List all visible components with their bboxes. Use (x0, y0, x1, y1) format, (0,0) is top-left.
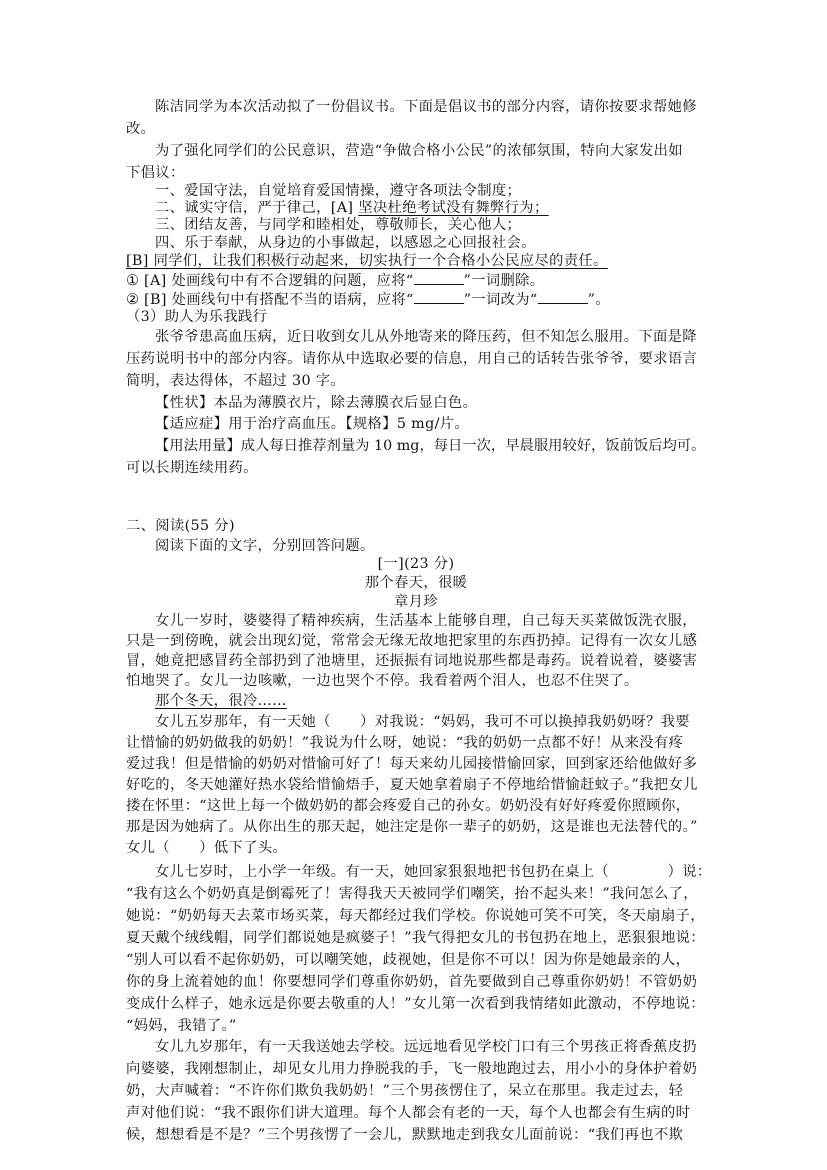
question-text: ”一词改为“ (463, 292, 538, 308)
paragraph-line: 向婆婆，我刚想制止，却见女儿用力挣脱我的手，飞一般地跑过去，用小小的身体护着奶 (126, 1061, 698, 1077)
paragraph-line: 爱过我！但是惜愉的奶奶对惜愉可好了！每天来幼儿园接惜愉回家，回到家还给他做好多 (126, 756, 698, 772)
paragraph-line: 张爷爷患高血压病，近日收到女儿从外地寄来的降压药，但不知怎么服用。下面是降 (155, 329, 697, 345)
paragraph-line: 好吃的，冬天她灌好热水袋给惜愉焐手，夏天她拿着扇子不停地给惜愉赶蚊子。”我把女儿 (126, 777, 698, 793)
proposal-item: 一、爱国守法，自觉培育爱国情操，遵守各项法令制度； (155, 183, 522, 199)
question-line (126, 270, 706, 291)
paragraph-line: 奶，大声喊着：“不许你们欺负我奶奶！”三个男孩愣住了，呆立在那里。我走过去，轻 (126, 1083, 684, 1099)
paragraph-line: 下倡议： (126, 165, 185, 181)
drug-info-line: 【性状】本品为薄膜衣片，除去薄膜衣后显白色。 (155, 395, 478, 411)
paragraph-line: 变成什么样子，她永远是你要去敬重的人！”女儿第一次看到我情绪如此激动，不停地说： (126, 996, 705, 1012)
proposal-item-text: 二、诚实守信，严于律己，[A] (155, 200, 359, 216)
paragraph-line: 陈洁同学为本次活动拟了一份倡议书。下面是倡议书的部分内容，请你按要求帮她修 (155, 99, 697, 115)
section-heading: 二、阅读(55 分) (126, 518, 235, 534)
answer-blank (538, 289, 588, 304)
paragraph-line: 阅读下面的文字，分别回答问题。 (155, 538, 375, 554)
paragraph-line: 简明，表达得体，不超过 30 字。 (126, 373, 346, 389)
paragraph-line: “我有这么个奶奶真是倒霉死了！害得我天天被同学们嘲笑，抬不起头来！”我问怎么了， (126, 886, 698, 902)
underlined-sentence-a: 坚决杜绝考试没有舞弊行为； (358, 200, 549, 216)
paragraph-line: 怕地哭了。女儿一边咳嗽，一边也哭个不停。我看着两个泪人，也忍不住哭了。 (126, 673, 639, 689)
underlined-sentence: 那个冬天，很冷…… (155, 693, 287, 709)
paragraph-line: 让惜愉的奶奶做我的奶奶！”我说为什么呀，她说：“我的奶奶一点都不好！从来没有疼 (126, 735, 684, 751)
paragraph-line: 她说：“奶奶每天去菜市场买菜，每天都经过我们学校。你说她可笑不可笑，冬天扇扇子， (126, 908, 705, 924)
passage-number: [一](23 分) (377, 556, 455, 572)
paragraph-line: 为了强化同学们的公民意识，营造“争做合格小公民”的浓郁氛围，特向大家发出如 (155, 143, 683, 159)
paragraph-line: 压药说明书中的部分内容。请你从中选取必要的信息，用自己的话转告张爷爷，要求语言 (126, 351, 698, 367)
paragraph-line: 夏天戴个绒线帽，同学们都说她是疯婆子！”我气得把女儿的书包扔在地上，恶狠狠地说： (126, 930, 705, 946)
paragraph-line: 女儿九岁那年，有一天我送她去学校。远远地看见学校门口有三个男孩正将香蕉皮扔 (155, 1039, 697, 1055)
paragraph-line: 你的身上流着她的血！你要想同学们尊重你奶奶，首先要做到自己尊重你奶奶！不管奶奶 (126, 974, 698, 990)
passage-title: 那个春天，很暖 (364, 575, 468, 591)
underlined-sentence-b: [B] 同学们，让我们积极行动起来，切实执行一个合格小公民应尽的责任。 (126, 253, 608, 269)
drug-info-line: 【用法用量】成人每日推荐剂量为 10 mg，每日一次，早晨服用较好，饭前饭后均可。 (155, 438, 706, 454)
paragraph-line: 只是一到傍晚，就会出现幻觉，常常会无缘无故地把家里的东西扔掉。记得有一次女儿感 (126, 633, 698, 649)
paragraph-line: 搂在怀里：“这世上每一个做奶奶的都会疼爱自己的孙女。奶奶没有好好疼爱你照顾你， (126, 798, 691, 814)
paragraph-line: 冒，她竟把感冒药全部扔到了池塘里，还振振有词地说那些都是毒药。说着说着，婆婆害 (126, 653, 698, 669)
question-text: ”一词删除。 (463, 273, 545, 289)
paragraph-line: 候，想想看是不是？”三个男孩愣了一会儿，默默地走到我女儿面前说：“我们再也不欺 (126, 1127, 684, 1143)
paragraph-line: 女儿七岁时，上小学一年级。有一天，她回家狠狠地把书包扔在桌上（ ）说： (155, 864, 712, 880)
drug-info-line: 可以长期连续用药。 (126, 460, 258, 476)
drug-info-line: 【适应症】用于治疗高血压。【规格】5 mg/片。 (155, 416, 470, 432)
passage-author: 章月珍 (394, 594, 438, 610)
paragraph-line: 声对他们说：“我不跟你们讲大道理。每个人都会有老的一天，每个人也都会有生病的时 (126, 1105, 691, 1121)
paragraph-line: 女儿五岁那年，有一天她（ ）对我说：“妈妈，我可不可以换掉我奶奶呀？我要 (155, 714, 690, 730)
proposal-item: 四、乐于奉献，从身边的小事做起，以感恩之心回报社会。 (155, 235, 536, 251)
section-subheading: （3）助人为乐我践行 (126, 309, 268, 325)
paragraph-line: 那是因为她病了。从你出生的那天起，她注定是你一辈子的奶奶，这是谁也无法替代的。” (126, 819, 698, 835)
paragraph-line: 改。 (126, 121, 156, 137)
answer-blank (414, 270, 464, 285)
proposal-item: 三、团结友善，与同学和睦相处，尊敬师长，关心他人； (155, 217, 522, 233)
question-text: ”。 (587, 292, 610, 308)
paragraph-line: 女儿一岁时，婆婆得了精神疾病，生活基本上能够自理，自己每天买菜做饭洗衣服， (155, 613, 697, 629)
paragraph-line: 女儿（ ）低下了头。 (126, 840, 288, 856)
paragraph-line: “别人可以看不起你奶奶，可以嘲笑她，歧视她，但是你不可以！因为你是她最亲的人， (126, 952, 691, 968)
answer-blank (414, 289, 464, 304)
question-text: ① [A] 处画线句中有不合逻辑的问题，应将“ (126, 273, 414, 289)
paragraph-line: “妈妈，我错了。” (126, 1018, 237, 1034)
question-text: ② [B] 处画线句中有搭配不当的语病，应将“ (126, 292, 414, 308)
